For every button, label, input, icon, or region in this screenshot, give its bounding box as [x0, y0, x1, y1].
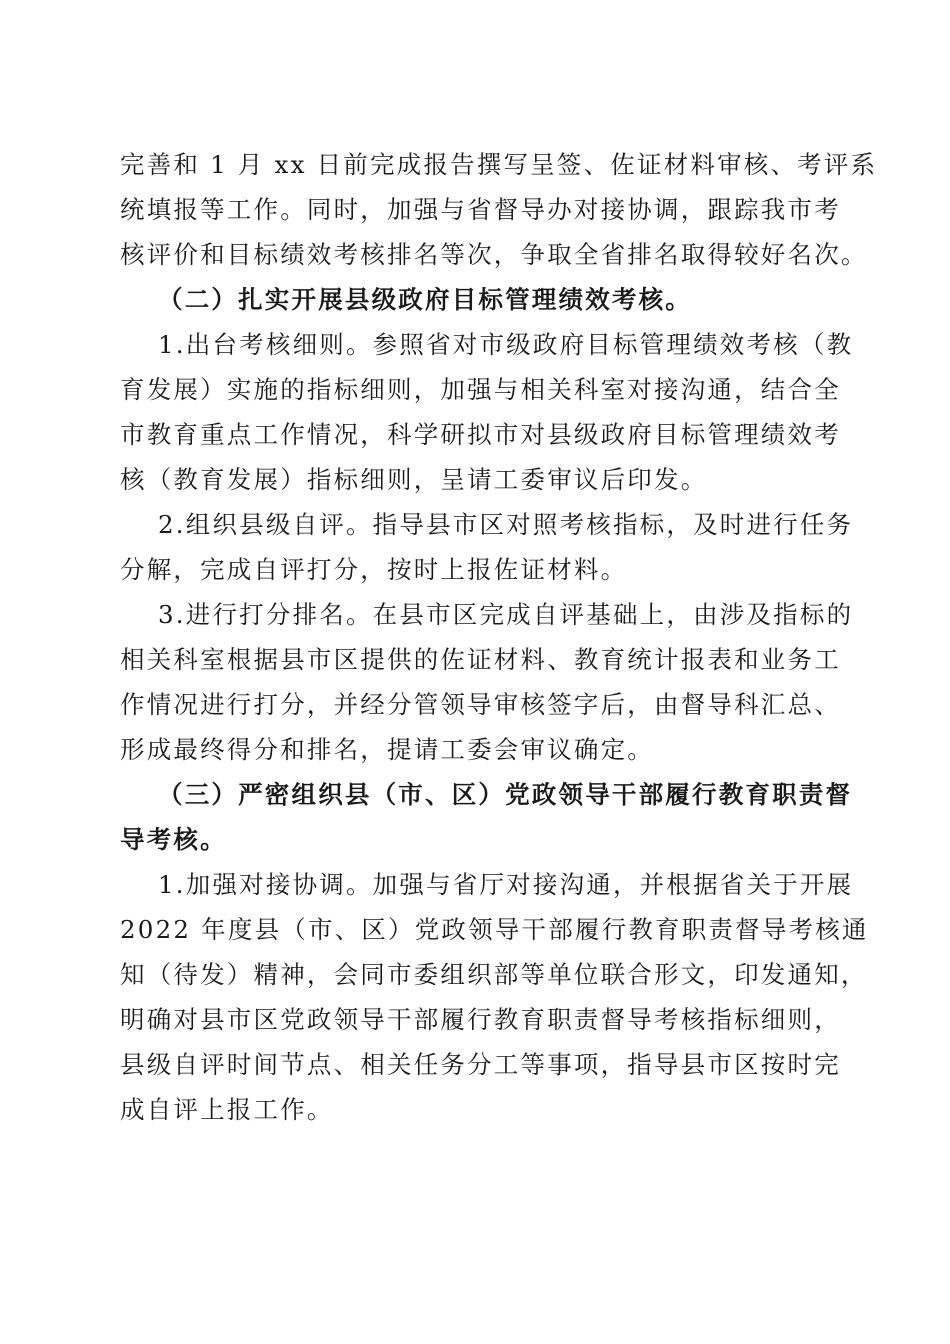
paragraph-line: 相关科室根据县市区提供的佐证材料、教育统计报表和业务工 — [120, 645, 841, 674]
paragraph-line: 3.进行打分排名。在县市区完成自评基础上，由涉及指标的 — [158, 600, 854, 629]
paragraph-line: 成自评上报工作。 — [120, 1095, 334, 1124]
paragraph-line: 核评价和目标绩效考核排名等次，争取全省排名取得较好名次。 — [120, 240, 868, 269]
paragraph-line: 1.加强对接协调。加强与省厅对接沟通，并根据省关于开展 — [158, 870, 854, 899]
paragraph-line: 县级自评时间节点、相关任务分工等事项，指导县市区按时完 — [120, 1050, 841, 1079]
paragraph-line: 市教育重点工作情况，科学研拟市对县级政府目标管理绩效考 — [120, 420, 841, 449]
paragraph-line: 分解，完成自评打分，按时上报佐证材料。 — [120, 555, 628, 584]
paragraph-line: 知（待发）精神，会同市委组织部等单位联合形文，印发通知， — [120, 960, 868, 989]
paragraph-line: 形成最终得分和排名，提请工委会审议确定。 — [120, 735, 654, 764]
section-heading-2: （二）扎实开展县级政府目标管理绩效考核。 — [158, 285, 692, 314]
paragraph-line: 完善和 1 月 xx 日前完成报告撰写呈签、佐证材料审核、考评系 — [120, 150, 878, 179]
paragraph-line: 2022 年度县（市、区）党政领导干部履行教育职责督导考核通 — [120, 915, 869, 944]
document-body — [120, 142, 878, 1132]
paragraph-line: 核（教育发展）指标细则，呈请工委审议后印发。 — [120, 465, 708, 494]
paragraph-line: 育发展）实施的指标细则，加强与相关科室对接沟通，结合全 — [120, 375, 841, 404]
paragraph-line: 作情况进行打分，并经分管领导审核签字后，由督导科汇总、 — [120, 690, 841, 719]
section-heading-3: （三）严密组织县（市、区）党政领导干部履行教育职责督 — [158, 780, 853, 809]
paragraph-line: 统填报等工作。同时，加强与省督导办对接协调，跟踪我市考 — [120, 195, 841, 224]
paragraph-line: 2.组织县级自评。指导县市区对照考核指标，及时进行任务 — [158, 510, 854, 539]
section-heading-3-cont: 导考核。 — [120, 825, 227, 854]
paragraph-line: 1.出台考核细则。参照省对市级政府目标管理绩效考核（教 — [158, 330, 854, 359]
paragraph-line: 明确对县市区党政领导干部履行教育职责督导考核指标细则， — [120, 1005, 841, 1034]
